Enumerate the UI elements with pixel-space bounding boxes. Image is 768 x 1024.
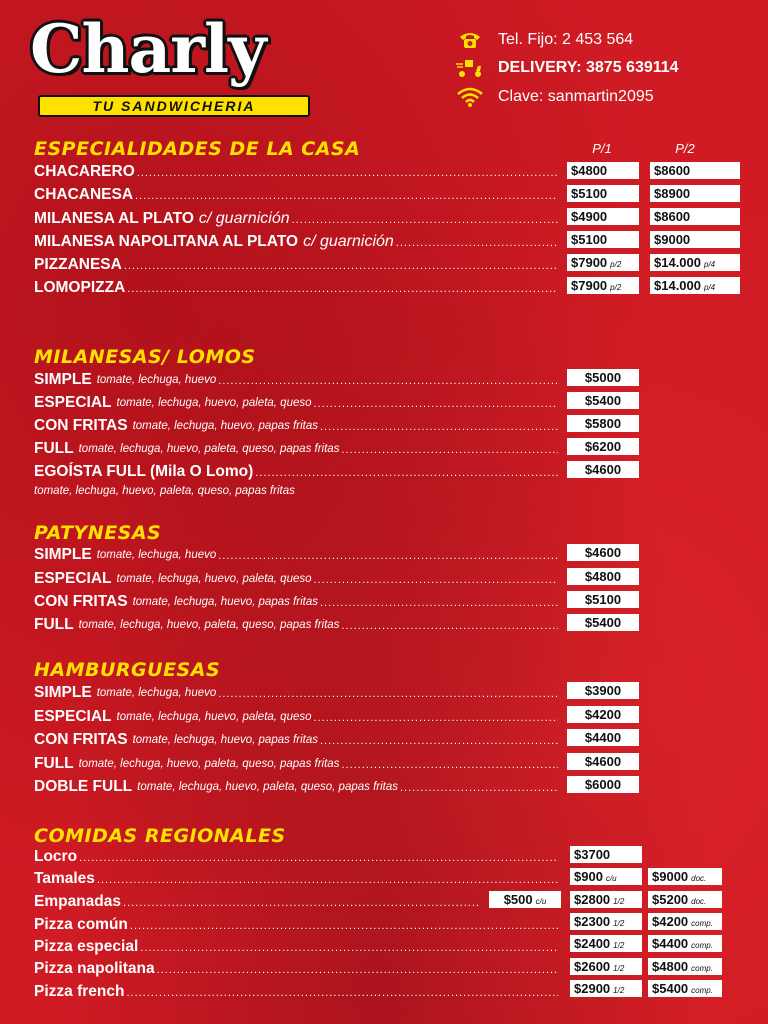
item-name: MILANESA NAPOLITANA AL PLATO [34,233,299,250]
item-name: MILANESA AL PLATO [34,210,194,227]
item-name: Tamales [34,870,95,887]
col-header-p1: P/1 [592,141,612,156]
section-title-hamburguesas: HAMBURGUESAS [34,659,221,681]
wifi-text: Clave: sanmartin2095 [498,88,654,105]
price-tag: $5200 doc. [648,891,722,908]
price-tag: $4600 [567,461,639,478]
item-name: SIMPLE [34,546,92,563]
item-description: tomate, lechuga, huevo [96,687,217,699]
price-tag: $5400 [567,392,639,409]
price-tag: $8900 [650,185,740,202]
price-tag: $5800 [567,415,639,432]
menu-item [34,867,558,889]
price-tag: $500 c/u [489,891,561,908]
price-tag: $5400 [567,614,639,631]
menu-item [34,160,558,182]
price-tag: $5100 [567,231,639,248]
wifi-contact [456,87,654,107]
price-tag: $2600 1/2 [570,958,642,975]
price-tag: $4200 [567,706,639,723]
price-tag: $4600 [567,753,639,770]
item-description: tomate, lechuga, huevo, paleta, queso, papas fritas [78,619,340,631]
price-tag: $6000 [567,776,639,793]
item-name: DOBLE FULL [34,778,133,795]
price-tag: $5100 [567,591,639,608]
item-description: tomate, lechuga, huevo, paleta, queso [116,711,312,723]
price-tag: $7900 p/2 [567,277,639,294]
price-tag: $4800 [567,162,639,179]
price-tag: $5000 [567,369,639,386]
section-title-especialidades: ESPECIALIDADES DE LA CASA [34,138,361,160]
price-tag: $4900 [567,208,639,225]
price-tag: $14.000 p/4 [650,254,740,271]
item-name: ESPECIAL [34,708,112,725]
menu-item [34,368,558,390]
item-description: tomate, lechuga, huevo, paleta, queso, papas fritas [137,781,398,793]
section-title-regionales: COMIDAS REGIONALES [34,825,286,847]
item-name: CON FRITAS [34,593,128,610]
menu-item [34,253,558,275]
price-tag: $3900 [567,682,639,699]
item-description: tomate, lechuga, huevo [96,549,217,561]
item-name: FULL [34,616,74,633]
menu-item [34,414,558,436]
item-name: ESPECIAL [34,570,112,587]
section-title-milanesas: MILANESAS/ LOMOS [34,346,256,368]
item-description: tomate, lechuga, huevo, paleta, queso [116,397,312,409]
menu-item [34,935,558,957]
item-name: Pizza napolitana [34,960,155,977]
menu-item [34,183,558,205]
menu-item [34,705,558,727]
menu-item [34,590,558,612]
price-tag: $4400 [567,729,639,746]
menu-item [34,460,558,482]
item-name: CON FRITAS [34,731,128,748]
item-description: c/ guarnición [303,233,394,250]
menu-item [34,207,558,229]
price-tag: $4800 [567,568,639,585]
price-tag: $5400 comp. [648,980,722,997]
item-name: SIMPLE [34,684,92,701]
menu-item [34,391,558,413]
col-header-p2: P/2 [675,141,695,156]
menu-item [34,437,558,459]
item-name: LOMOPIZZA [34,279,126,296]
telephone-icon [456,30,484,50]
item-description: tomate, lechuga, huevo, paleta, queso [116,573,312,585]
item-description: c/ guarnición [198,210,290,227]
price-tag: $4400 comp. [648,935,722,952]
price-tag: $5100 [567,185,639,202]
item-description: tomate, lechuga, huevo, papas fritas [132,734,318,746]
phone-text: Tel. Fijo: 2 453 564 [498,31,634,48]
item-description: tomate, lechuga, huevo [96,374,217,386]
menu-item [34,613,558,635]
menu-item [34,845,558,867]
delivery-text: DELIVERY: 3875 639114 [498,59,679,76]
menu-item [34,957,558,979]
brand-logo: Charly [30,10,266,88]
item-name: ESPECIAL [34,394,112,411]
menu-item [34,230,558,252]
item-description: tomate, lechuga, huevo, papas fritas [132,596,318,608]
price-tag: $9000 doc. [648,868,722,885]
item-name: FULL [34,755,74,772]
item-name: CHACANESA [34,186,134,203]
phone-contact [456,30,633,50]
scooter-icon [456,58,484,78]
item-description: tomate, lechuga, huevo, paleta, queso, papas fritas [78,443,340,455]
wifi-icon [456,87,484,107]
price-tag: $4800 comp. [648,958,722,975]
item-name: Empanadas [34,893,122,910]
item-description: tomate, lechuga, huevo, papas fritas [132,420,318,432]
price-tag: $900 c/u [570,868,642,885]
menu-item [34,567,558,589]
price-tag: $9000 [650,231,740,248]
price-tag: $3700 [570,846,642,863]
price-tag: $4200 comp. [648,913,722,930]
menu-item [34,543,558,565]
menu-item [34,276,558,298]
delivery-contact [456,58,679,78]
item-name: CHACARERO [34,163,135,180]
price-tag: $7900 p/2 [567,254,639,271]
item-description: tomate, lechuga, huevo, paleta, queso, papas fritas [34,485,295,497]
section-title-patynesas: PATYNESAS [34,522,162,544]
price-tag: $6200 [567,438,639,455]
item-name: PIZZANESA [34,256,122,273]
item-name: CON FRITAS [34,417,128,434]
price-tag: $2900 1/2 [570,980,642,997]
brand-tagline: TU SANDWICHERIA [38,95,310,117]
item-name: EGOÍSTA FULL (Mila O Lomo) [34,463,254,480]
menu-item [34,728,558,750]
price-tag: $2300 1/2 [570,913,642,930]
item-name: SIMPLE [34,371,92,388]
price-tag: $14.000 p/4 [650,277,740,294]
price-tag: $8600 [650,162,740,179]
price-tag: $2400 1/2 [570,935,642,952]
item-name: Pizza french [34,983,125,1000]
item-name: FULL [34,440,74,457]
item-name: Pizza especial [34,938,139,955]
menu-item [34,681,558,703]
price-tag: $4600 [567,544,639,561]
menu-item [34,913,558,935]
menu-item [34,775,558,797]
price-tag: $2800 1/2 [570,891,642,908]
menu-item [34,890,480,912]
menu-item [34,980,558,1002]
item-name: Locro [34,848,78,865]
item-description: tomate, lechuga, huevo, paleta, queso, papas fritas [78,758,340,770]
item-name: Pizza común [34,916,128,933]
price-tag: $8600 [650,208,740,225]
menu-item [34,752,558,774]
